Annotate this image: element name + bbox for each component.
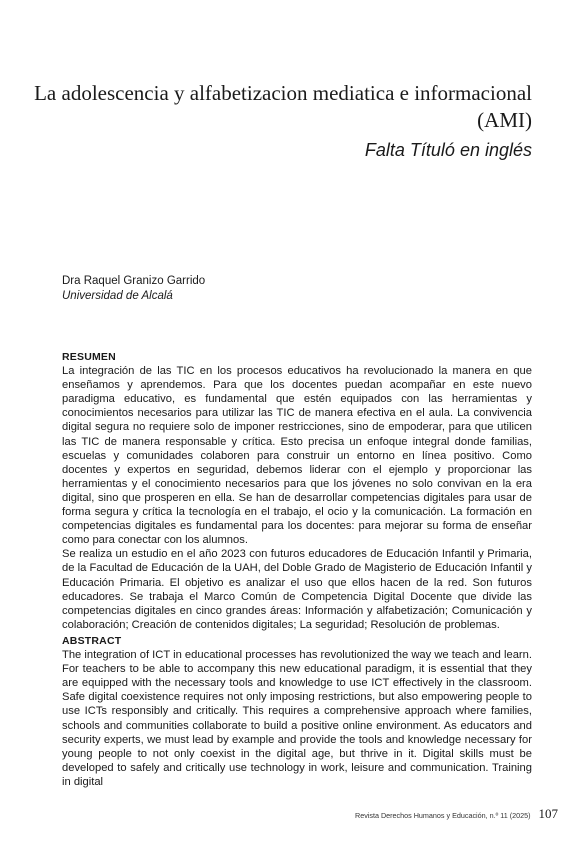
- page-number: 107: [538, 806, 558, 821]
- page-footer: [355, 806, 558, 822]
- resumen-heading: RESUMEN: [62, 351, 116, 363]
- paper-title: La adolescencia y alfabetizacion mediatica e informacional (AMI): [34, 81, 532, 132]
- paper-subtitle: Falta Títuló en inglés: [364, 140, 532, 160]
- title-block: [0, 80, 532, 162]
- resumen-paragraph: Se realiza un estudio en el año 2023 con futuros educadores de Educación Infantil y Primaria, de la Facultad de Educación de la UAH, del Doble Grado de Magisterio de Educación Infantil y Educación Primaria. El objetivo es analizar el uso que ellos hacen de la red. Son futuros educadores. Se trabaja el Marco Común de Competencia Digital Docente que divide las competencias digitales en cinco grandes áreas: Información y alfabetización; Comunicación y colaboración; Creación de contenidos digitales; La seguridad; Resolución de problemas.: [62, 548, 532, 631]
- author-block: [62, 274, 205, 304]
- author-affiliation: Universidad de Alcalá: [62, 290, 173, 302]
- author-name: Dra Raquel Granizo Garrido: [62, 275, 206, 287]
- resumen-section: [62, 350, 532, 632]
- abstract-section: [62, 634, 532, 789]
- abstract-heading: ABSTRACT: [62, 635, 122, 647]
- journal-citation: Revista Derechos Humanos y Educación, n.º 11 (2025): [355, 811, 531, 820]
- resumen-paragraph: La integración de las TIC en los procesos educativos ha revolucionado la manera en que enseñamos y aprendemos. Para que los docentes puedan acompañar en este nuevo paradigma educativo, es fundamental que estén equipados con las herramientas y conocimientos necesarios para utilizar las TIC de manera efectiva en el aula. La convivencia digital segura no requiere solo de imponer restricciones, sino de empoderar, para que utilicen las TIC de manera responsable y crítica. Esto precisa un enfoque integral donde familias, escuelas y comunidades colaboren para construir un entorno en línea positivo. Como docentes y expertos en seguridad, debemos liderar con el ejemplo y proporcionar las herramientas y el conocimiento necesarios para que los jóvenes no solo convivan en la era digital, sino que prosperen en ella. Se han de desarrollar competencias digitales para usar de forma segura y crítica la tecnología en el trabajo, el ocio y la comunicación. La formación en competencias digitales es fundamental para los docentes: para mejorar su forma de enseñar como para conectar con los alumnos.: [62, 365, 532, 547]
- abstract-paragraph: The integration of ICT in educational processes has revolutionized the way we teach and learn. For teachers to be able to accompany this new educational paradigm, it is essential that they are equipped with the necessary tools and knowledge to use ICT effectively in the classroom. Safe digital coexistence requires not only imposing restrictions, but also empowering people to use ICTs responsibly and critically. This requires a comprehensive approach where families, schools and communities collaborate to build a positive online environment. As educators and security experts, we must lead by example and provide the tools and knowledge necessary for young people to not only coexist in the digital age, but thrive in it. Digital skills must be developed to safely and critically use technology in work, leisure and communication. Training in digital: [62, 649, 532, 788]
